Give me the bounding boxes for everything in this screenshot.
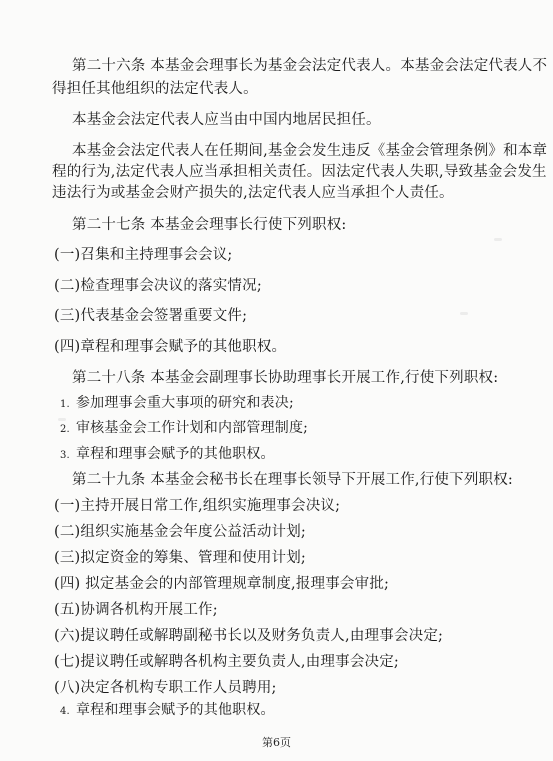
item-text: 章程和理事会赋予的其他职权。 [75, 702, 275, 718]
item-text: 参加理事会重大事项的研究和表决; [75, 395, 294, 411]
article-29-item-3: (三)拟定资金的筹集、管理和使用计划; [54, 550, 306, 566]
page-number: 第6页 [262, 736, 291, 749]
item-number: 4. [60, 706, 70, 717]
item-number: 3. [60, 450, 70, 461]
article-27-item-1: (一)召集和主持理事会会议; [54, 247, 233, 263]
scan-speck [460, 312, 468, 315]
scan-speck [494, 238, 502, 241]
article-28-heading: 第二十八条 本基金会副理事长协助理事长开展工作,行使下列职权: [72, 370, 499, 386]
article-26-liability-line-3: 违法行为或基金会财产损失的,法定代表人应当承担个人责任。 [52, 185, 454, 201]
article-28-item-2 [60, 419, 308, 439]
article-26-line-1: 第二十六条 本基金会理事长为基金会法定代表人。本基金会法定代表人不 [72, 58, 548, 74]
article-29-heading: 第二十九条 本基金会秘书长在理事长领导下开展工作,行使下列职权: [72, 472, 514, 488]
article-27-heading: 第二十七条 本基金会理事长行使下列职权: [72, 217, 347, 233]
article-27-item-2: (二)检查理事会决议的落实情况; [54, 278, 262, 294]
article-26-liability-line-1: 本基金会法定代表人在任期间,基金会发生违反《基金会管理条例》和本章 [72, 143, 548, 159]
article-29-item-7: (七)提议聘任或解聘各机构主要负责人,由理事会决定; [54, 654, 400, 670]
article-29-item-5: (五)协调各机构开展工作; [54, 602, 218, 618]
item-text: 章程和理事会赋予的其他职权。 [75, 446, 275, 462]
item-text: 审核基金会工作计划和内部管理制度; [75, 420, 309, 436]
article-26-liability-line-2: 程的行为,法定代表人应当承担相关责任。因法定代表人失职,导致基金会发生 [52, 164, 547, 180]
article-29-item-1: (一)主持开展日常工作,组织实施理事会决议; [54, 498, 341, 514]
article-26-residency: 本基金会法定代表人应当由中国内地居民担任。 [72, 112, 381, 128]
article-28-item-1 [60, 394, 294, 414]
article-29-item-4: (四) 拟定基金会的内部管理规章制度,报理事会审批; [54, 576, 390, 592]
item-number: 1. [60, 399, 70, 410]
item-number: 2. [60, 424, 70, 435]
article-26-line-2: 得担任其他组织的法定代表人。 [52, 81, 258, 97]
article-27-item-4: (四)章程和理事会赋予的其他职权。 [54, 339, 287, 355]
article-29-item-8: (八)决定各机构专职工作人员聘用; [54, 680, 277, 696]
article-29-item-2: (二)组织实施基金会年度公益活动计划; [54, 524, 306, 540]
article-27-item-3: (三)代表基金会签署重要文件; [54, 308, 248, 324]
article-28-item-3 [60, 445, 275, 465]
article-29-item-6: (六)提议聘任或解聘副秘书长以及财务负责人,由理事会决定; [54, 628, 444, 644]
article-29-item-9 [60, 701, 275, 721]
